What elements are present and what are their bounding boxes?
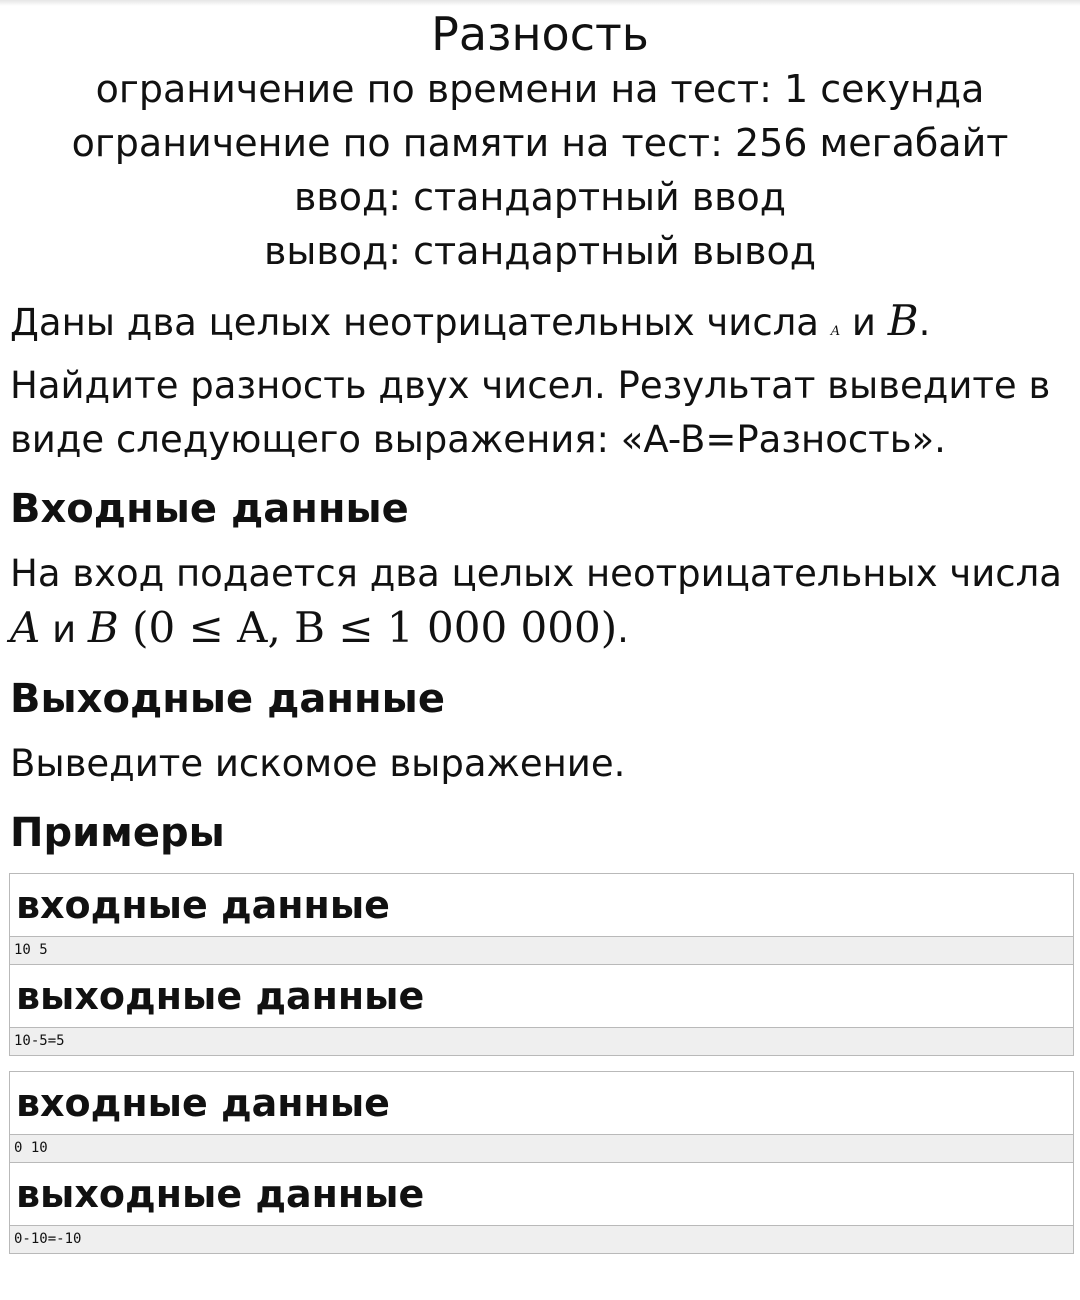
example-2 (9, 1071, 1074, 1254)
example-output-label: выходные данные (10, 965, 1073, 1028)
input-math-var-a: A (10, 603, 41, 652)
example-output-value[interactable]: 0-10=-10 (10, 1226, 1073, 1253)
example-1 (9, 873, 1074, 1056)
input-constraint: (0 ≤ A, B ≤ 1 000 000) (118, 603, 618, 652)
math-var-a: A (830, 324, 841, 339)
input-text-conj: и (40, 608, 88, 651)
examples-title: Примеры (10, 810, 225, 856)
input-math-var-b: B (87, 603, 119, 652)
example-input-value[interactable]: 10 5 (10, 937, 1073, 965)
math-var-b: B (887, 296, 919, 345)
output-file: вывод: стандартный вывод (263, 229, 817, 273)
example-input-label: входные данные (10, 874, 1073, 937)
example-input-value[interactable]: 0 10 (10, 1135, 1073, 1163)
output-section-text: Выведите искомое выражение. (10, 742, 626, 785)
output-section-title: Выходные данные (10, 676, 445, 722)
problem-title: Разность (431, 7, 649, 61)
input-text-suffix: . (617, 608, 629, 651)
statement-conj: и (840, 301, 888, 344)
example-output-value[interactable]: 10-5=5 (10, 1028, 1073, 1055)
example-output-label: выходные данные (10, 1163, 1073, 1226)
input-text-prefix: На вход подается два целых неотрицательных числа (10, 552, 1062, 595)
statement-text-part2: . Найдите разность двух чисел. Результат выведите в виде следующего выражения: «A-B=Разность». (10, 301, 1051, 461)
problem-header (0, 0, 1080, 278)
example-input-label: входные данные (10, 1072, 1073, 1135)
problem-statement (0, 294, 1080, 467)
statement-text-part1: Даны два целых неотрицательных числа (10, 301, 831, 344)
time-limit: ограничение по времени на тест: 1 секунда (95, 67, 985, 111)
input-file: ввод: стандартный ввод (293, 175, 787, 219)
input-section-title: Входные данные (10, 486, 409, 532)
input-section-text (10, 547, 1070, 657)
memory-limit: ограничение по памяти на тест: 256 мегабайт (71, 121, 1009, 165)
